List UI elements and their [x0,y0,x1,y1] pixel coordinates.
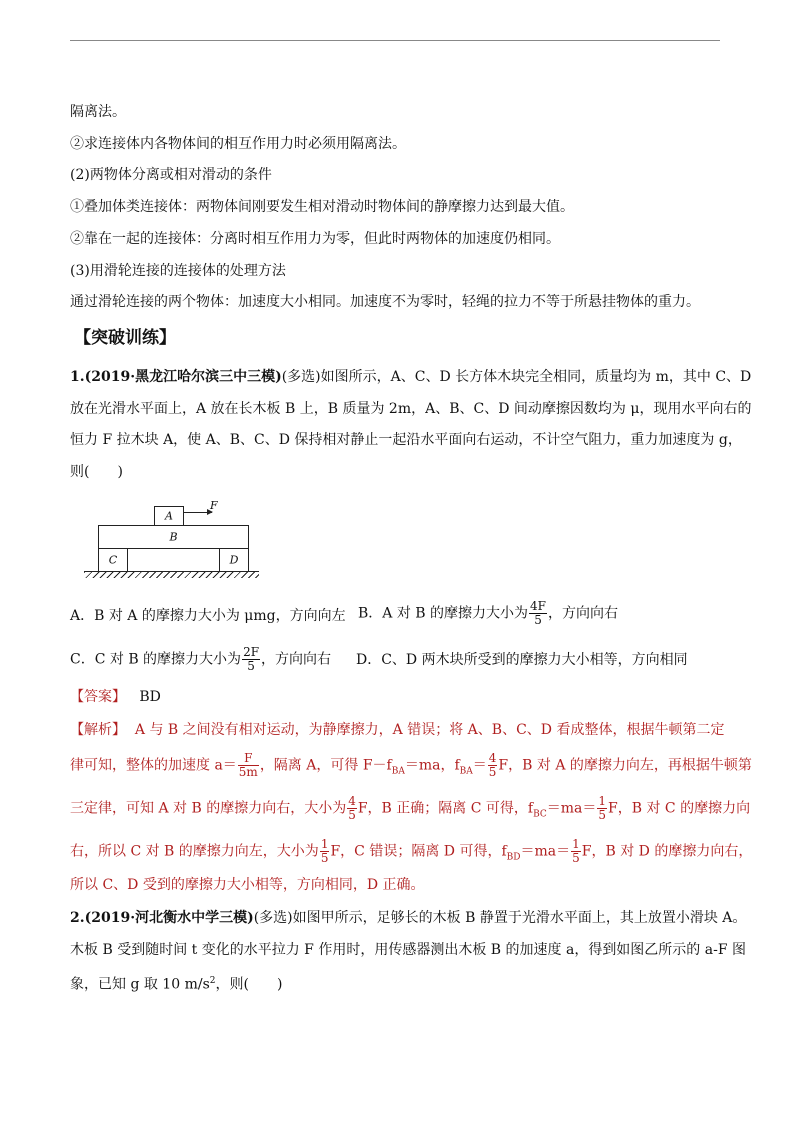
board-b-label: B [169,530,178,544]
analysis-2d: ＝ [472,757,487,774]
analysis-2b: ，隔离 A，可得 F－f [259,757,392,774]
q1-option-c-text: C．C 对 B 的摩擦力大小为 [70,651,242,668]
frac-den: 5 [320,851,329,865]
q2-number: 2. [70,910,85,926]
q2-stem-line-3 [70,971,282,995]
q1-stem-text-1: (多选)如图所示，A、C、D 长方体木块完全相同，质量均为 m，其中 C、D [281,369,752,385]
q1-option-b-tail: ，方向向右 [548,605,619,622]
frac-den: 5 [572,851,580,865]
analysis-3c: ＝ma＝ [546,800,597,817]
q2-source: (2019·河北衡水中学三模) [84,910,254,926]
q2-stem-text-1: (多选)如图甲所示，足够长的木板 B 静置于光滑水平面上，其上放置小滑块 A。 [253,910,747,926]
force-label: F [210,499,218,512]
analysis-text-1: A 与 B 之间没有相对运动，为静摩擦力，A 错误；将 A、B、C、D 看成整体，根据牛顿第二定 [134,722,725,738]
analysis-3a: 三定律，可知 A 对 B 的摩擦力向右，大小为 [70,800,347,817]
intro-line-6: (3)用滑轮连接的连接体的处理方法 [70,263,286,279]
frac-num: 1 [320,837,329,851]
superscript: 2 [209,976,216,986]
q1-source: (2019·黑龙江哈尔滨三中三模) [84,369,282,385]
block-d [219,548,249,572]
analysis-4c: ＝ma＝ [520,843,571,860]
intro-line-2: ②求连接体内各物体间的相互作用力时必须用隔离法。 [70,136,406,152]
analysis-label: 【解析】 [70,722,126,738]
subscript: BA [391,766,405,777]
frac-num: F [238,752,259,766]
intro-line-3: (2)两物体分离或相对滑动的条件 [70,167,272,183]
analysis-2c: ＝ma，f [404,757,460,774]
fraction-4-5 [347,795,357,822]
q1-stem-line-2: 放在光滑水平面上，A 放在长木板 B 上，B 质量为 2m，A、B、C、D 间动摩擦因数均为 μ，现用水平向右的 [70,401,752,417]
header-rule [70,40,720,41]
q2-stem-3b: ，则( ) [215,976,283,993]
frac-den: 5 [488,765,497,779]
q1-stem-line-1 [70,367,751,387]
frac-den: 5 [348,808,356,822]
fraction-1-5 [320,838,330,865]
q1-stem-line-3: 恒力 F 拉木块 A，使 A、B、C、D 保持相对静止一起沿水平面向右运动，不计空气阻力，重力加速度为 g， [70,432,742,448]
q1-number: 1. [70,369,85,385]
q1-option-b-text: B．A 对 B 的摩擦力大小为 [358,605,529,622]
analysis-2a: 律可知，整体的加速度 a＝ [70,757,237,774]
q1-option-b-fraction [529,600,547,627]
subscript: BD [506,852,521,863]
q1-option-c-fraction [242,646,260,673]
q1-stem-line-4: 则( ) [70,464,123,480]
subscript: BA [459,766,473,777]
q1-option-a: A．B 对 A 的摩擦力大小为 μmg，方向向左 [70,608,346,624]
subscript: BC [533,809,547,820]
frac-den: 5 [534,613,542,627]
intro-line-7: 通过滑轮连接的两个物体：加速度大小相同。加速度不为零时，轻绳的拉力不等于所悬挂物体的重力。 [70,294,700,310]
answer-value: BD [139,689,161,705]
analysis-4d: F，B 对 D 的摩擦力向右， [581,843,753,860]
board-b [98,525,249,549]
force-arrow [184,512,212,513]
intro-line-5: ②靠在一起的连接体：分离时相互作用力为零，但此时两物体的加速度仍相同。 [70,231,560,247]
frac-num: 4 [348,794,356,808]
intro-line-1: 隔离法。 [70,104,126,120]
q1-figure [84,496,274,582]
fraction-1-5 [571,838,581,865]
fraction-4-5 [488,752,498,779]
q1-analysis-line-3 [70,795,750,824]
fraction-f-5m [238,752,259,779]
q1-option-d: D．C、D 两木块所受到的摩擦力大小相等，方向相同 [356,652,688,668]
frac-num: 4 [488,751,497,765]
q1-analysis-line-2 [70,752,752,781]
frac-den: 5 [598,808,607,822]
frac-num: 2F [243,645,260,659]
block-c-label: C [108,553,118,567]
q2-stem-line-1 [70,908,746,928]
analysis-4b: F，C 错误；隔离 D 可得，f [330,843,507,860]
frac-num: 1 [572,837,580,851]
section-heading: 【突破训练】 [74,328,176,348]
analysis-3b: F，B 正确；隔离 C 可得，f [357,800,534,817]
frac-num: 1 [598,794,607,808]
q2-stem-line-2: 木板 B 受到随时间 t 变化的水平拉力 F 作用时，用传感器测出木板 B 的加速度 a，得到如图乙所示的 a-F 图 [70,942,747,958]
q1-option-b [358,600,618,627]
frac-den: 5m [238,765,258,779]
block-d-label: D [229,553,239,567]
frac-num: 4F [530,599,547,613]
frac-den: 5 [247,659,255,673]
block-a [154,506,184,526]
analysis-2e: F，B 对 A 的摩擦力向左，再根据牛顿第 [498,757,752,774]
q2-stem-3a: 象，已知 g 取 10 m/s [70,976,210,993]
intro-line-4: ①叠加体类连接体：两物体间刚要发生相对滑动时物体间的静摩擦力达到最大值。 [70,199,574,215]
q1-analysis-line-1 [70,720,724,740]
answer-label: 【答案】 [70,689,126,705]
q1-analysis-line-5: 所以 C、D 受到的摩擦力大小相等，方向相同，D 正确。 [70,877,425,893]
analysis-4a: 右，所以 C 对 B 的摩擦力向左，大小为 [70,843,319,860]
q1-option-c [70,646,331,673]
block-c [98,548,128,572]
ground-hatch [84,572,259,578]
fraction-1-5 [597,795,607,822]
q1-analysis-line-4 [70,838,752,867]
q1-answer [70,687,161,707]
block-a-label: A [165,509,173,523]
analysis-3d: F，B 对 C 的摩擦力向 [608,800,751,817]
q1-option-c-tail: ，方向向右 [261,651,332,668]
